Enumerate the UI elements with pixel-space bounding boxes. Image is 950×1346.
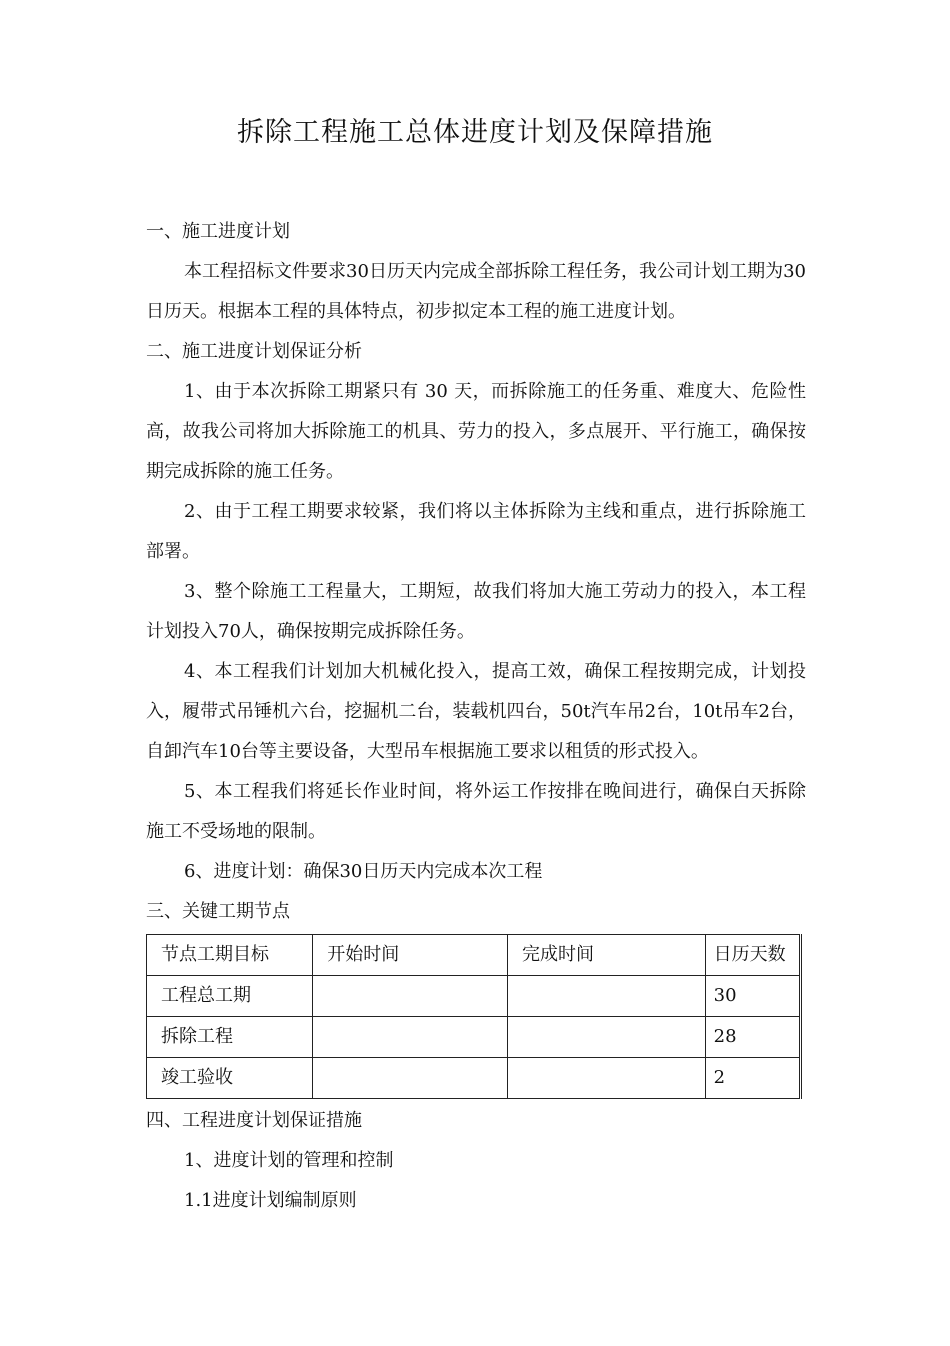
table-cell [313,976,508,1017]
table-header-cell: 完成时间 [507,935,705,976]
list-item: 5、本工程我们将延长作业时间，将外运工作按排在晚间进行，确保白天拆除施工不受场地的限制。 [146,781,806,842]
section-heading-4: 四、工程进度计划保证措施 [146,1110,362,1131]
table-header-cell: 节点工期目标 [147,935,313,976]
table-cell: 28 [705,1017,800,1058]
table-cell [507,1058,705,1099]
table-cell [507,1017,705,1058]
list-item: 3、整个除施工工程量大，工期短，故我们将加大施工劳动力的投入，本工程计划投入70人，确保按期完成拆除任务。 [146,581,806,642]
section-heading-2: 二、施工进度计划保证分析 [146,341,362,362]
list-item: 4、本工程我们计划加大机械化投入，提高工效，确保工程按期完成，计划投入，履带式吊锤机六台，挖掘机二台，装载机四台，50t汽车吊2台，10t吊车2台，自卸汽车10台等主要设备，大型吊车根据施工要求以租赁的形式投入。 [146,661,806,762]
list-item: 2、由于工程工期要求较紧，我们将以主体拆除为主线和重点，进行拆除施工部署。 [146,501,806,562]
table-cell: 工程总工期 [147,976,313,1017]
list-item: 1、由于本次拆除工期紧只有 30 天，而拆除施工的任务重、难度大、危险性高，故我公司将加大拆除施工的机具、劳力的投入，多点展开、平行施工，确保按期完成拆除的施工任务。 [146,381,806,482]
section-heading-1: 一、施工进度计划 [146,221,290,242]
table-header-cell: 开始时间 [313,935,508,976]
table-row [147,976,801,1017]
table-cell: 2 [705,1058,800,1099]
table-cell [313,1058,508,1099]
table-cell [507,976,705,1017]
document-title: 拆除工程施工总体进度计划及保障措施 [237,117,713,148]
table-cell: 30 [705,976,800,1017]
table-row [147,1058,801,1099]
document-body [146,212,806,1221]
subsection-heading: 1.1进度计划编制原则 [184,1190,357,1211]
table-cell: 竣工验收 [147,1058,313,1099]
subsection-heading: 1、进度计划的管理和控制 [184,1150,394,1171]
paragraph: 本工程招标文件要求30日历天内完成全部拆除工程任务，我公司计划工期为30日历天。根据本工程的具体特点，初步拟定本工程的施工进度计划。 [146,261,806,322]
table-row [147,1017,801,1058]
list-item: 6、进度计划：确保30日历天内完成本次工程 [184,861,543,882]
table-header-row [147,935,801,976]
milestone-table [146,934,802,1099]
table-header-cell: 日历天数 [705,935,800,976]
table-cell [313,1017,508,1058]
section-heading-3: 三、关键工期节点 [146,901,290,922]
table-cell: 拆除工程 [147,1017,313,1058]
